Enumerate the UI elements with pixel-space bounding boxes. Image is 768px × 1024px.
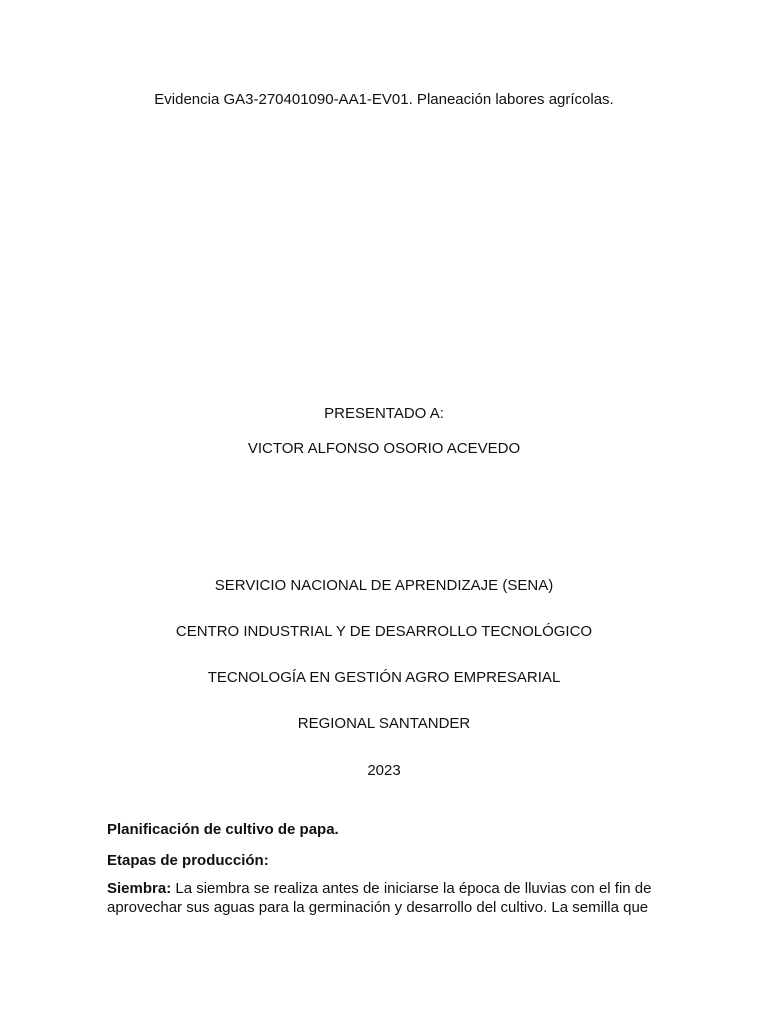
institution-line: TECNOLOGÍA EN GESTIÓN AGRO EMPRESARIAL	[207, 669, 561, 686]
paragraph-label: Siembra:	[107, 880, 172, 897]
institution-line: REGIONAL SANTANDER	[297, 715, 471, 732]
section-heading: Planificación de cultivo de papa.	[107, 821, 339, 838]
institution-line: SERVICIO NACIONAL DE APRENDIZAJE (SENA)	[214, 577, 554, 594]
year: 2023	[367, 762, 401, 779]
institution-line: CENTRO INDUSTRIAL Y DE DESARROLLO TECNOLÓGICO	[175, 623, 593, 640]
body-paragraph	[107, 879, 667, 917]
document-title: Evidencia GA3-270401090-AA1-EV01. Planeación labores agrícolas.	[154, 91, 614, 108]
recipient-name: VICTOR ALFONSO OSORIO ACEVEDO	[247, 440, 521, 457]
paragraph-text: La siembra se realiza antes de iniciarse la época de lluvias con el fin de aprovechar sus aguas para la germinación y desarrollo del cultivo. La semilla que	[107, 880, 652, 916]
presented-to-label: PRESENTADO A:	[324, 405, 444, 422]
section-subheading: Etapas de producción:	[107, 852, 269, 869]
